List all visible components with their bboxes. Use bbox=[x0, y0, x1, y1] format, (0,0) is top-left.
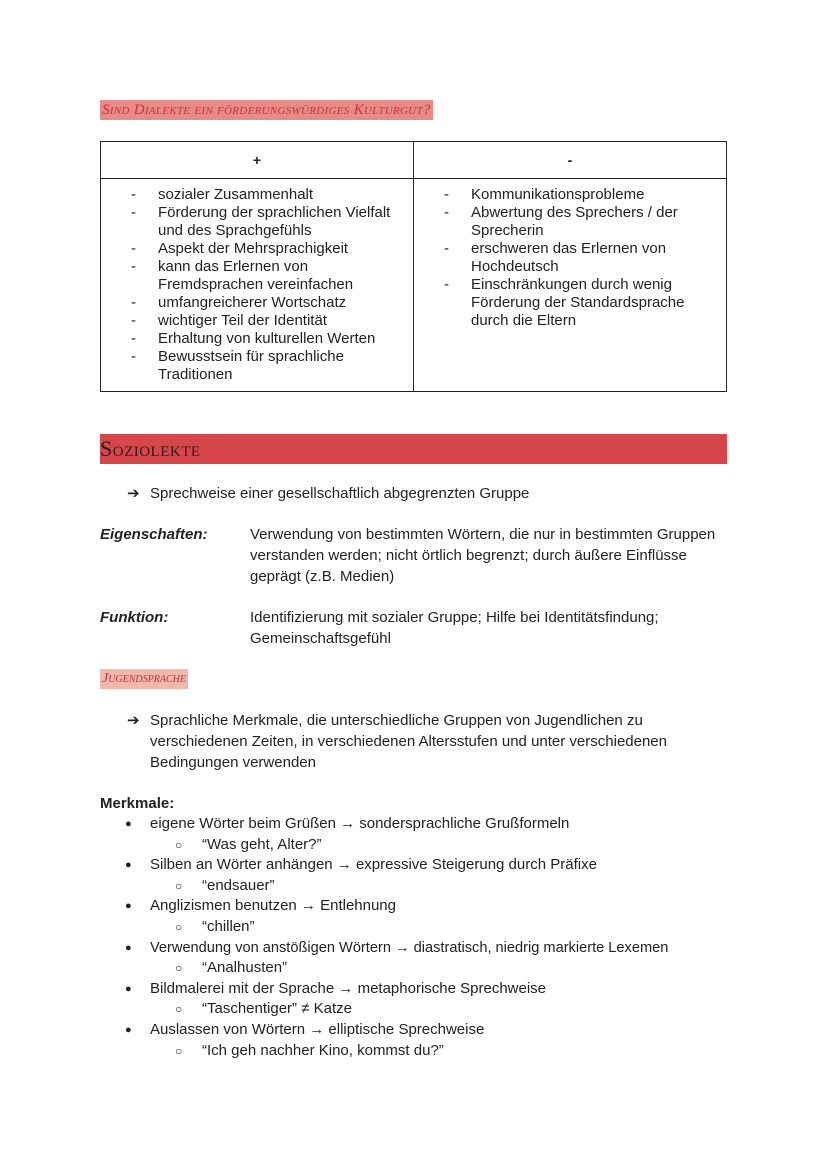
sub-bullet-icon: ○ bbox=[175, 1002, 183, 1017]
merkmal-text: Anglizismen benutzen → Entlehnung bbox=[150, 897, 396, 915]
soziolekte-definition bbox=[127, 483, 730, 504]
bullet-icon: ● bbox=[125, 1024, 132, 1036]
plus-item: - kann das Erlernen von Fremdsprachen vereinfachen bbox=[131, 258, 405, 294]
merkmal-example: “endsauer” bbox=[202, 876, 275, 894]
merkmal-example: “Ich geh nachher Kino, kommst du?” bbox=[202, 1041, 444, 1059]
arrow-icon: ➔ bbox=[127, 712, 140, 729]
eigenschaften-text: Verwendung von bestimmten Wörtern, die nur in bestimmten Gruppen verstanden werden; nicht örtlich begrenzt; durch äußere Einflüsse geprägt (z.B. Medien) bbox=[250, 526, 716, 585]
arrow-icon: ➔ bbox=[127, 485, 140, 502]
merkmal-text: Verwendung von anstößigen Wörtern → diastratisch, niedrig markierte Lexemen bbox=[150, 939, 669, 956]
sub-bullet-icon: ○ bbox=[175, 837, 183, 852]
bullet-icon: ● bbox=[125, 941, 132, 954]
merkmal-text: eigene Wörter beim Grüßen → sondersprachliche Grußformeln bbox=[150, 815, 570, 832]
bullet-icon: ● bbox=[125, 818, 132, 830]
jugendsprache-definition bbox=[127, 710, 730, 773]
plus-item: - Aspekt der Mehrsprachigkeit bbox=[131, 240, 405, 258]
merkmale-list bbox=[125, 814, 745, 1064]
plus-item: - sozialer Zusammenhalt bbox=[131, 186, 405, 204]
minus-item: - Einschränkungen durch wenig Förderung der Standardsprache durch die Eltern bbox=[444, 276, 718, 330]
section-heading-dialekte: Sind Dialekte ein förderungswürdiges Kulturgut? bbox=[102, 102, 431, 118]
minus-cell bbox=[414, 179, 727, 392]
bullet-icon: ● bbox=[125, 982, 132, 995]
plus-header: + bbox=[101, 142, 414, 179]
plus-item: - Bewusstsein für sprachliche Traditionen bbox=[131, 348, 405, 384]
funktion-label: Funktion: bbox=[100, 609, 169, 626]
merkmale-label: Merkmale: bbox=[100, 795, 175, 812]
pro-contra-table bbox=[100, 141, 727, 392]
funktion-text: Identifizierung mit sozialer Gruppe; Hilfe bei Identitätsfindung; Gemeinschaftsgefühl bbox=[250, 609, 659, 647]
plus-cell bbox=[101, 179, 414, 392]
plus-item: - wichtiger Teil der Identität bbox=[131, 312, 405, 330]
minus-item: - Abwertung des Sprechers / der Sprecherin bbox=[444, 204, 718, 240]
merkmal-example: “Taschentiger” ≠ Katze bbox=[202, 1000, 352, 1018]
soziolekte-definition-text: Sprechweise einer gesellschaftlich abgegrenzten Gruppe bbox=[150, 485, 530, 502]
bullet-icon: ● bbox=[125, 900, 132, 913]
merkmal-text: Silben an Wörter anhängen → expressive Steigerung durch Präfixe bbox=[150, 856, 597, 874]
eigenschaften-label: Eigenschaften: bbox=[100, 526, 208, 543]
merkmal-example: “Analhusten” bbox=[202, 959, 288, 977]
sub-bullet-icon: ○ bbox=[175, 1043, 183, 1058]
sub-bullet-icon: ○ bbox=[175, 920, 183, 934]
merkmal-example: “Was geht, Alter?” bbox=[202, 835, 322, 853]
minus-header: - bbox=[414, 142, 727, 179]
minus-item: - erschweren das Erlernen von Hochdeutsch bbox=[444, 240, 718, 276]
bullet-icon: ● bbox=[125, 859, 132, 872]
merkmal-example: “chillen” bbox=[202, 918, 255, 935]
merkmal-text: Bildmalerei mit der Sprache → metaphorische Sprechweise bbox=[150, 979, 547, 997]
sub-bullet-icon: ○ bbox=[175, 961, 183, 976]
plus-item: - Erhaltung von kulturellen Werten bbox=[131, 330, 405, 348]
jugendsprache-heading: Jugendsprache bbox=[100, 669, 188, 689]
soziolekte-title: Soziolekte bbox=[100, 436, 201, 461]
plus-item: - Förderung der sprachlichen Vielfalt und des Sprachgefühls bbox=[131, 204, 405, 240]
sub-bullet-icon: ○ bbox=[175, 878, 183, 893]
jugendsprache-definition-text: Sprachliche Merkmale, die unterschiedliche Gruppen von Jugendlichen zu verschiedenen Zeiten, in verschiedenen Altersstufen und unter verschiedenen Bedingungen verwenden bbox=[150, 712, 667, 771]
merkmal-text: Auslassen von Wörtern → elliptische Sprechweise bbox=[150, 1021, 485, 1038]
minus-item: - Kommunikationsprobleme bbox=[444, 186, 718, 204]
plus-item: - umfangreicherer Wortschatz bbox=[131, 294, 405, 312]
